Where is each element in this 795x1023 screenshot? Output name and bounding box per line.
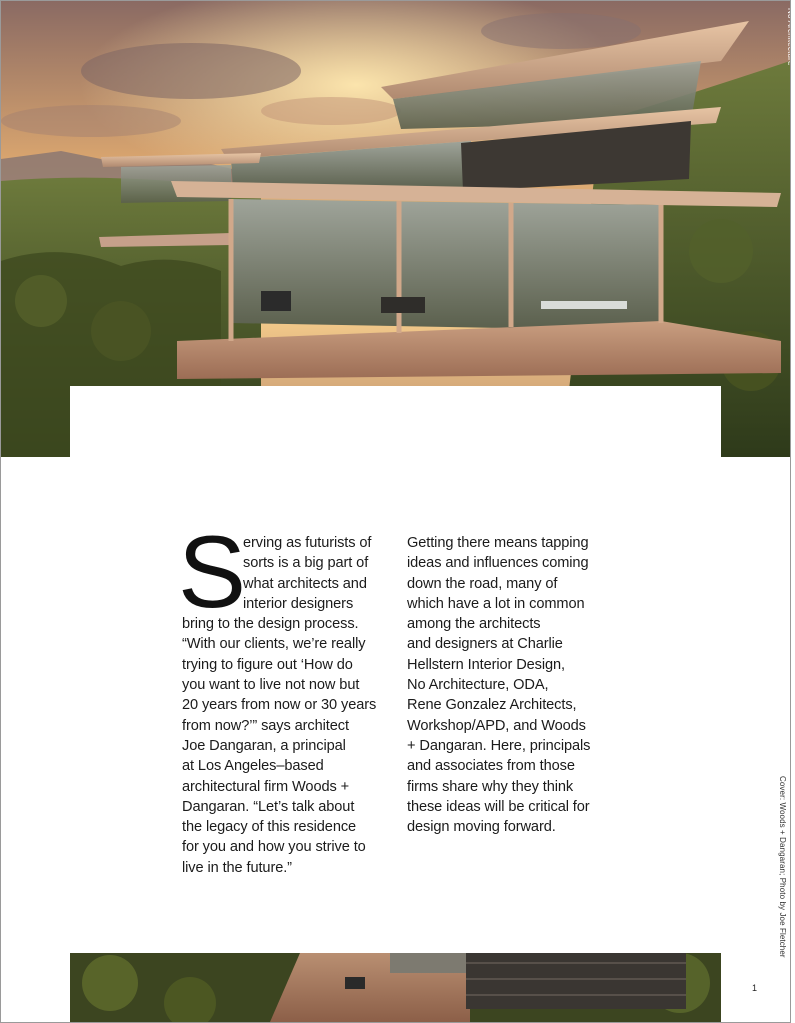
- text-line: the legacy of this residence: [182, 819, 357, 836]
- text-line: and designers at Charlie: [407, 636, 563, 653]
- article-column-left: [178, 515, 397, 878]
- article-column-right: [407, 533, 617, 837]
- text-line: architectural firm Woods +: [182, 778, 350, 795]
- text-line: + Dangaran. Here, principals: [407, 737, 591, 754]
- text-line: live in the future.”: [182, 859, 292, 876]
- text-line: and associates from those: [407, 758, 575, 775]
- text-line: Hellstern Interior Design,: [407, 656, 565, 673]
- text-line: Dangaran. “Let’s talk about: [182, 798, 355, 815]
- text-line: Rene Gonzalez Architects,: [407, 697, 577, 714]
- cover-credit: Cover: Woods + Dangaran; Photo by Joe Fletcher: [778, 776, 787, 958]
- text-line: among the architects: [407, 616, 541, 633]
- text-line: Getting there means tapping: [407, 535, 589, 551]
- text-line: design moving forward.: [407, 819, 556, 836]
- text-line: firms share why they think: [407, 778, 574, 795]
- text-line: which have a lot in common: [407, 595, 585, 612]
- text-line: ideas and influences coming: [407, 555, 589, 572]
- text-line: Joe Dangaran, a principal: [182, 737, 346, 754]
- text-line: sorts is a big part of: [243, 555, 369, 572]
- text-line: for you and how you strive to: [182, 839, 366, 856]
- page-number: 1: [752, 983, 758, 993]
- text-line: you want to live not now but: [182, 677, 360, 694]
- text-line: from now?’” says architect: [182, 717, 349, 734]
- text-line: what architects and: [243, 575, 367, 592]
- text-line: erving as futurists of: [243, 535, 372, 551]
- photo-credit-top: No Architecture: [786, 8, 795, 66]
- white-text-panel: [70, 386, 721, 458]
- text-line: trying to figure out ‘How do: [182, 656, 353, 673]
- drop-cap: S: [178, 515, 246, 629]
- text-line: at Los Angeles–based: [182, 758, 324, 775]
- text-line: No Architecture, ODA,: [407, 677, 549, 694]
- text-line: these ideas will be critical for: [407, 798, 590, 815]
- text-line: bring to the design process.: [182, 616, 359, 633]
- text-line: 20 years from now or 30 years: [182, 697, 377, 714]
- text-line: interior designers: [243, 595, 354, 612]
- text-line: “With our clients, we’re really: [182, 636, 366, 653]
- text-line: Workshop/APD, and Woods: [407, 717, 586, 734]
- text-line: down the road, many of: [407, 575, 558, 592]
- bottom-photo: [70, 953, 721, 1022]
